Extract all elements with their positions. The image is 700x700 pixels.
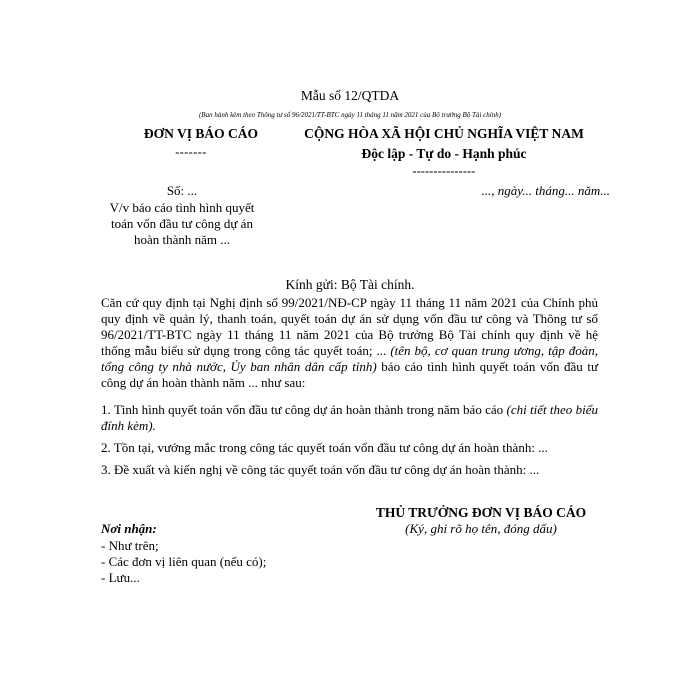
recipient-item: - Lưu...: [101, 570, 140, 585]
item-3: 3. Đề xuất và kiến nghị về công tác quyết toán vốn đầu tư công dự án hoàn thành: ...: [101, 462, 540, 477]
motto-divider: ---------------: [412, 164, 476, 178]
org-name: ĐƠN VỊ BÁO CÁO: [143, 126, 259, 141]
signer-note: (Ký, ghi rõ họ tên, đóng dấu): [405, 521, 557, 536]
item-2: 2. Tồn tại, vướng mắc trong công tác quyết toán vốn đầu tư công dự án hoàn thành: ...: [101, 440, 548, 455]
recipient-item: - Như trên;: [101, 538, 159, 553]
national-title: CỘNG HÒA XÃ HỘI CHỦ NGHĨA VIỆT NAM: [304, 126, 584, 141]
signer-title: THỦ TRƯỞNG ĐƠN VỊ BÁO CÁO: [375, 505, 587, 520]
recipient-item: - Các đơn vị liên quan (nếu có);: [101, 554, 267, 569]
intro-text-b: báo cáo tình hình quyết toán vốn đầu tư công dự án hoàn thành năm ... như sau:: [101, 359, 598, 390]
recipients-title: Nơi nhận:: [101, 521, 157, 536]
document-number: Số: ...: [166, 183, 198, 198]
addressee: Kính gửi: Bộ Tài chính.: [285, 277, 415, 292]
item-1-italic: (chi tiết theo biểu đính kèm).: [101, 402, 598, 433]
issued-note: (Ban hành kèm theo Thông tư số 96/2021/TT-BTC ngày 11 tháng 11 năm 2021 của Bộ trưởng Bộ Tài chính): [198, 111, 502, 119]
form-number: Mẫu số 12/QTDA: [300, 88, 400, 103]
document-subject: V/v báo cáo tình hình quyết toán vốn đầu tư công dự án hoàn thành năm ...: [109, 200, 255, 247]
item-1-text: 1. Tình hình quyết toán vốn đầu tư công dự án hoàn thành trong năm báo cáo: [101, 402, 507, 417]
item-1: [101, 402, 598, 434]
intro-text-italic: (tên bộ, cơ quan trung ương, tập đoàn, tổng công ty nhà nước, Ủy ban nhân dân cấp tỉnh): [101, 343, 599, 374]
org-divider: -------: [175, 145, 207, 159]
national-motto: Độc lập - Tự do - Hạnh phúc: [361, 146, 527, 161]
intro-text-a: Căn cứ quy định tại Nghị định số 99/2021/NĐ-CP ngày 11 tháng 11 năm 2021 của Chính phủ quy định về quản lý, thanh toán, quyết toán dự án sử dụng vốn đầu tư công và Thông tư số 96/2021/TT-BTC ngày 11 tháng 11 năm 2021 của Bộ trưởng Bộ Tài chính quy định về hệ thống mẫu biểu sử dụng trong công tác quyết toán; ...: [101, 295, 598, 358]
date-line: ..., ngày... tháng... năm...: [481, 183, 610, 198]
intro-paragraph: [101, 295, 598, 391]
